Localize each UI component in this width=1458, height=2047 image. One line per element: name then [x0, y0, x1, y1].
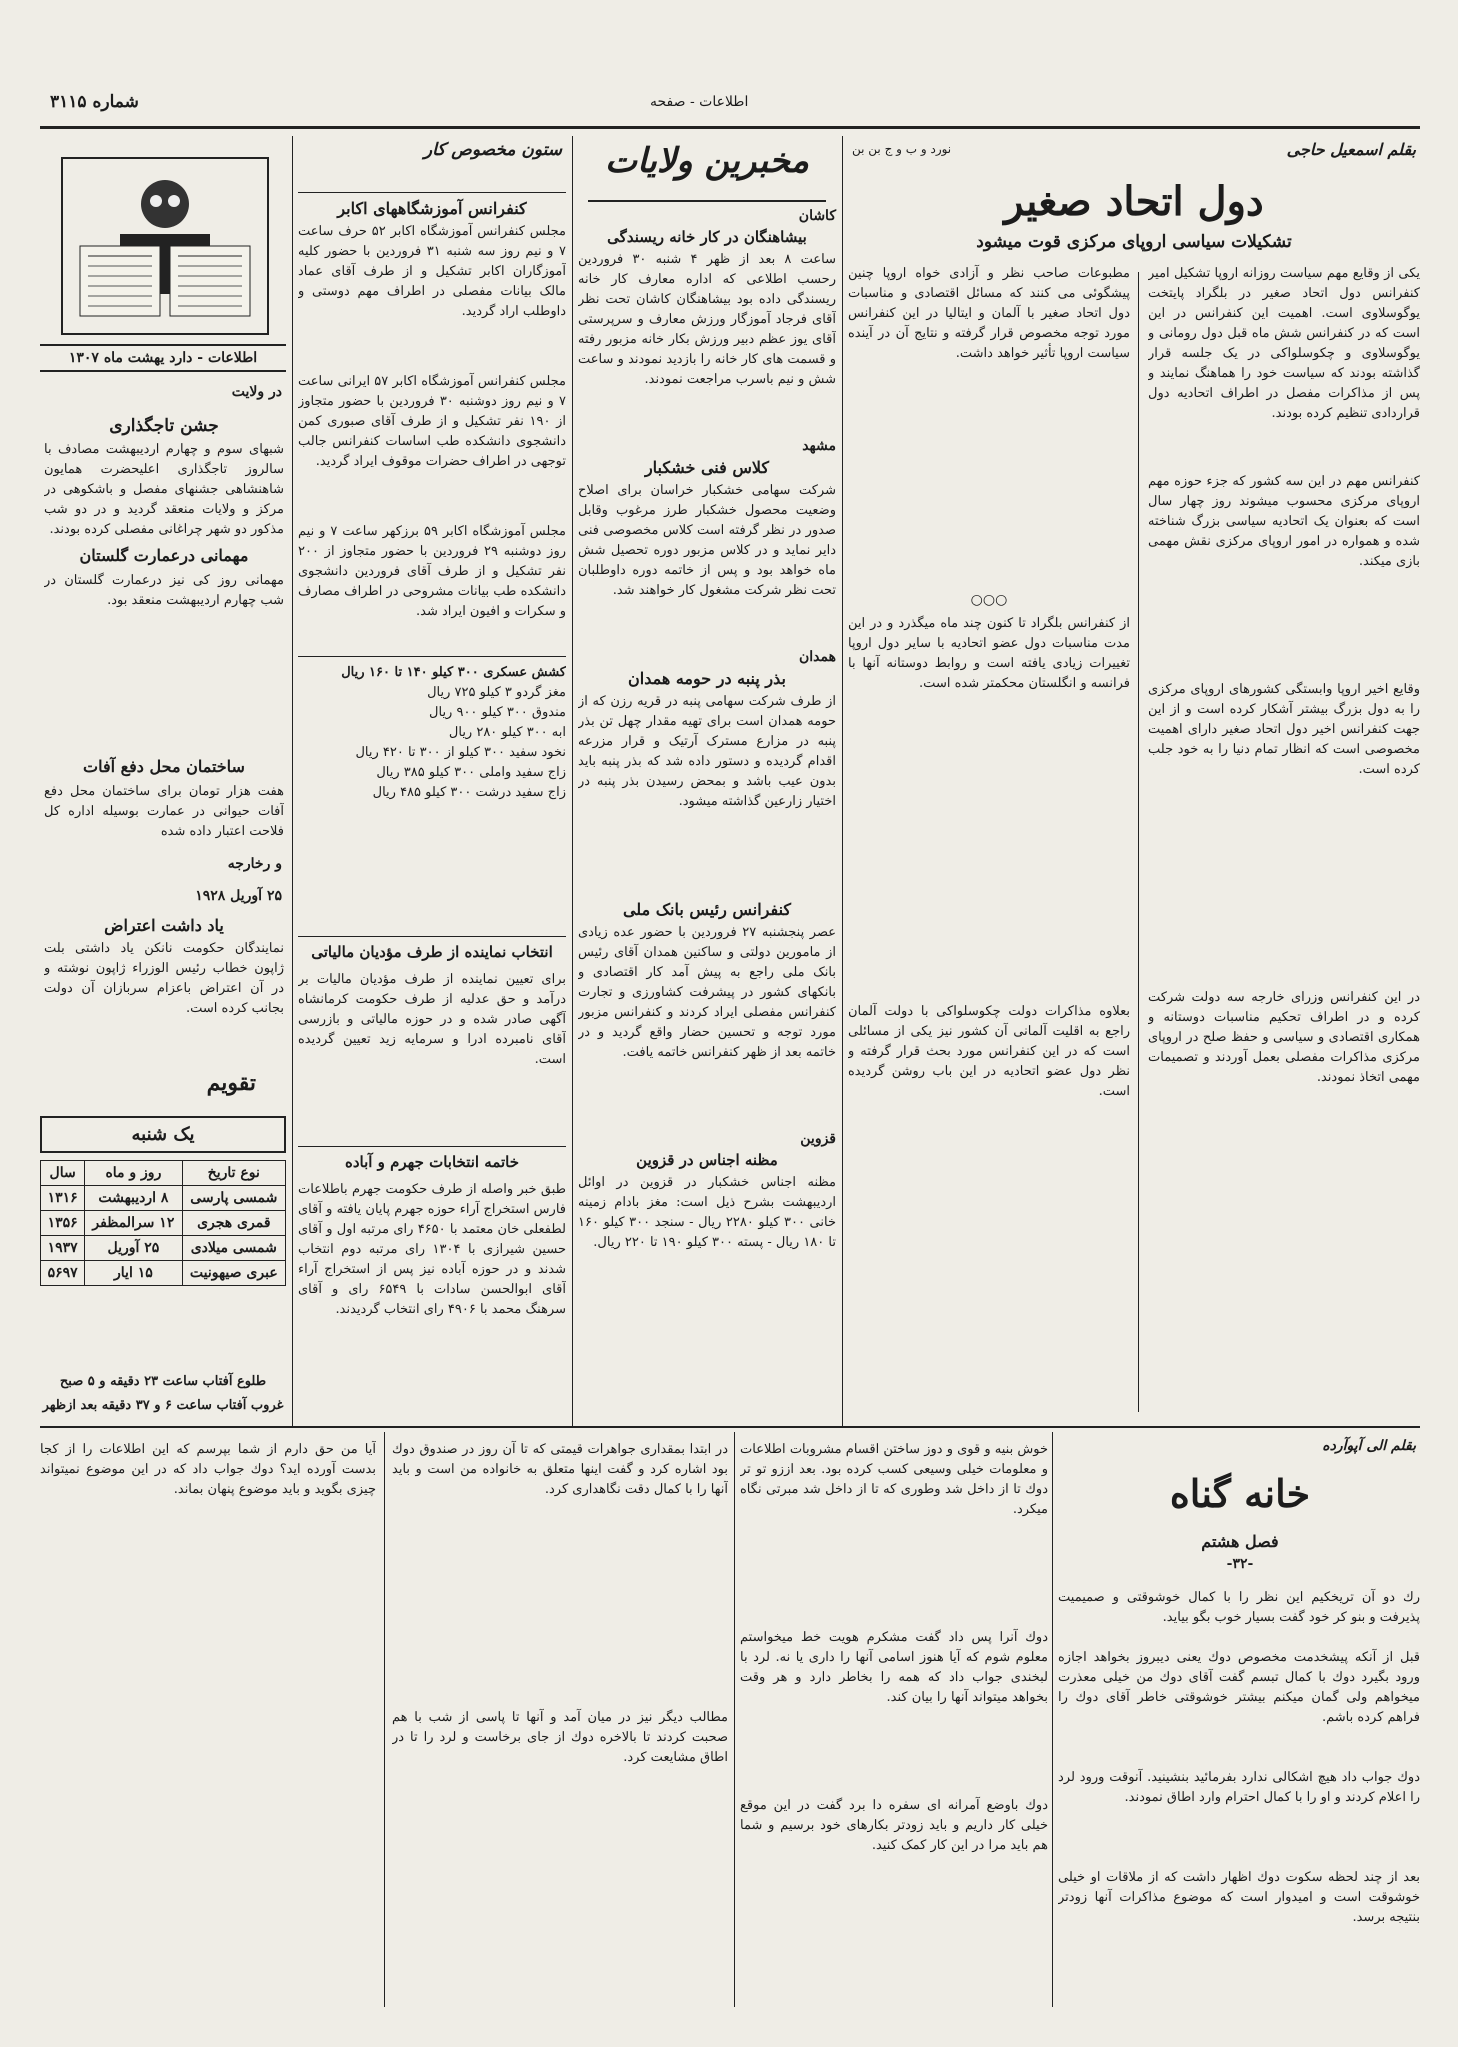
table-row — [41, 1211, 286, 1236]
sunrise: طلوع آفتاب ساعت ۲۳ دقیقه و ۵ صبح — [59, 1374, 267, 1389]
table-cell: قمری هجری — [182, 1211, 285, 1236]
fold-rule — [40, 1426, 1420, 1428]
provinces-title: مخبرین ولایات — [605, 141, 809, 181]
province-name: کاشان — [798, 208, 836, 224]
article-paragraph: در این کنفرانس وزرای خارجه سه دولت شرکت کرده و در اطراف تحکیم مناسبات دوستانه و همکاری اقتصادی و سیاسی و حفظ صلح در اروپای مرکزی مذاکرات مفصلی بعمل آوردند و تصمیمات مهمی اتخاذ نمودند. — [1148, 990, 1420, 1085]
article-paragraph: مطبوعات صاحب نظر و آزادی خواه اروپا چنین پیشگوئی می کنند که مسائل اقتصادی و مناسبات دول اتحاد صغیر با آلمان و ایتالیا در این کنفرانس مورد توجه مخصوص قرار گرفته و نتایج آن در آینده سیاست اروپا تأثیر خواهد داشت. — [848, 266, 1130, 361]
article-paragraph: مجلس کنفرانس آموزشگاه اکابر ۵۷ ایرانی ساعت ۷ و نیم روز دوشنبه ۳۰ فروردین با حضور متجاوز از ۱۹۰ نفر تشکیل و از طرف آقای صبوری کمن دانشجوی دانشکده طب اساسات کنفرانس جالب توجهی در اطراف حضرات موقوف ایراد گردید. — [298, 374, 566, 469]
serial-paragraph: بعد از چند لحظه سکوت دوك اظهار داشت که از ملاقات او خیلی خوشوقت است و امیدوار است که موضوع مذاکرات آنها زودتر بنتیجه برسد. — [1058, 1870, 1420, 1925]
serial-paragraph: در ابتدا بمقداری جواهرات قیمتی که تا آن روز در صندوق دوك بود اشاره کرد و گفت اینها متعلق به خانواده من است و باید آنها را با کمال دقت نگاهداری کرد. — [392, 1442, 728, 1497]
article-subtitle: تشکیلات سیاسی اروپای مرکزی قوت میشود — [976, 232, 1292, 252]
news-title: مهمانی درعمارت گلستان — [79, 546, 249, 565]
article-paragraph: بعلاوه مذاکرات دولت چکوسلواکی با دولت آلمان راجع به اقلیت آلمانی آن کشور نیز یکی از مسائلی است که در این کنفرانس مورد بحث قرار گرفته و نظر دول عضو اتحادیه در این باب روشن گردیده است. — [848, 1004, 1130, 1099]
table-cell: ۱۲ سرالمظفر — [85, 1211, 182, 1236]
page-header-center: اطلاعات - صفحه — [650, 94, 749, 110]
column-note: ستون مخصوص کار — [423, 140, 562, 160]
calendar-title: تقویم — [206, 1070, 256, 1096]
table-header: سال — [41, 1161, 85, 1186]
conferences-column — [298, 136, 566, 1421]
article-paragraph: برای تعیین نماینده از طرف مؤدیان مالیات بر درآمد و حق عدلیه از طرف حکومت کرمانشاه آگهی صادر شده و در حوزه مالیاتی و بازرسی آقای نامبرده ادرا و سرمایه زید تعیین گردیده است. — [298, 972, 566, 1067]
price-item: مغز گردو ۳ کیلو ۷۲۵ ریال — [427, 685, 566, 700]
sunset: غروب آفتاب ساعت ۶ و ۳۷ دقیقه بعد ازظهر — [42, 1398, 284, 1413]
article-paragraph: یکی از وقایع مهم سیاست روزانه اروپا تشکیل امیر کنفرانس دول اتحاد صغیر در بلگراد پایتخت یوگوسلاوی است. اهمیت این کنفرانس در این است که در کنفرانس شش ماه قبل دول رومانی و یوگوسلاوی و چکوسلواکی در یک جلسه قرار گذاشته بودند که سیاست خود را هماهنگ نمایند و پس از مذاکرات مفصل در اطراف اتحادیه دول قراردادی تنظیم کرده بودند. — [1148, 266, 1420, 421]
table-cell: ۱۵ ایار — [85, 1261, 182, 1286]
newspaper-reader-illustration — [60, 156, 270, 336]
domestic-news — [44, 412, 284, 842]
price-item: نخود سفید ۳۰۰ کیلو از ۳۰۰ تا ۴۲۰ ریال — [355, 745, 566, 760]
article-paragraph: عصر پنجشنبه ۲۷ فروردین با حضور عده زیادی از مامورین دولتی و ساکنین همدان آقای رئیس بانک ملی راجع به پیش آمد کار اقتصادی و بانکهای کشور در پیشرفت کشاورزی و تجارت کنفرانس مفصلی ایراد کردند و کنفرانس مزبور مورد توجه و تحسین حضار واقع گردید و در خاتمه بعد از ظهر کنفرانس خاتمه یافت. — [578, 925, 836, 1060]
serial-story — [40, 1432, 1420, 2007]
table-cell: ۱۳۱۶ — [41, 1186, 85, 1211]
left-sidebar — [40, 136, 286, 1421]
sidebar-brand: اطلاعات - دارد یهشت ماه ۱۳۰۷ — [40, 344, 286, 372]
article-paragraph: کنفرانس مهم در این سه کشور که جزء حوزه مهم اروپای مرکزی محسوب میشوند روز چهار سال است که بعنوان یک اتحادیه سیاسی بزرگ شناخته شده و همواره در امور اروپای مرکزی نقش مهمی بازی میکند. — [1148, 474, 1420, 569]
price-item: ابه ۳۰۰ کیلو ۲۸۰ ریال — [448, 725, 566, 740]
serial-number: -۳۲- — [1226, 1556, 1254, 1572]
price-list — [298, 656, 566, 803]
table-row — [41, 1261, 286, 1286]
article-pretitle: نورد و ب و ج بن بن — [852, 142, 952, 156]
serial-paragraph: مطالب دیگر نیز در میان آمد و آنها تا پاسی از شب با هم صحبت کردند تا بالاخره دوك از جای برخاست و لرد را تا در اطاق مشایعت کرد. — [392, 1710, 728, 1765]
provinces-column — [578, 136, 836, 1421]
news-title: ساختمان محل دفع آفات — [83, 757, 245, 776]
province-name: همدان — [799, 649, 836, 665]
price-item: زاج سفید درشت ۳۰۰ کیلو ۴۸۵ ریال — [372, 785, 566, 800]
table-cell: ۸ اردیبهشت — [85, 1186, 182, 1211]
article-headline: دول اتحاد صغیر — [1004, 178, 1264, 225]
table-cell: ۱۹۳۷ — [41, 1236, 85, 1261]
article-paragraph: وقایع اخیر اروپا وابستگی کشورهای اروپای مرکزی را به دول بزرگ بیشتر آشکار کرده است و از این جهت کنفرانس اخیر دول اتحاد صغیر دارای اهمیت مخصوصی است که انظار تمام دنیا را به خود جلب کرده است. — [1148, 682, 1420, 777]
news-body: مهمانی روز کی نیز درعمارت گلستان در شب چهارم اردیبهشت منعقد بود. — [44, 573, 284, 608]
table-cell: شمسی پارسی — [182, 1186, 285, 1211]
article-paragraph: ساعت ۸ بعد از ظهر ۴ شنبه ۳۰ فروردین رحسب اطلاعی که اداره معارف کار خانه ریسندگی داده بود بیشاهنگان کاشان تحت نظر آقای فرجاد آموزگار ورزش معارف و سرپرستی آقای یوز عظم دبیر ورزش بکار خانه مزبور رفته و قسمت های کار خانه را بازدید نمودند و ساعت شش و نیم باسرب مراجعت نمودند. — [578, 252, 836, 387]
article-paragraph: طبق خبر واصله از طرف حکومت جهرم باطلاعات فارس استخراج آراء حوزه جهرم پایان یافته و آقای لطفعلی خان معتمد با ۴۶۵۰ رای مرتبه اول و آقای حسین شیرازی با ۱۳۰۴ رای مرتبه دوم انتخاب شدند و در حوزه آباده نیز پس از استخراج آراء آقای ابوالحسن سادات با ۶۵۴۹ رای و آقای سرهنگ محمد با ۴۹۰۶ رای انتخاب گردیدند. — [298, 1182, 566, 1317]
foreign-news — [44, 912, 284, 1019]
article-title: کنفرانس رئیس بانک ملی — [622, 900, 792, 919]
article-title: انتخاب نماینده از طرف مؤدیان مالیاتی — [298, 936, 566, 961]
article-title: کنفرانس آموزشگاههای اکابر — [298, 192, 566, 218]
table-header: روز و ماه — [85, 1161, 182, 1186]
calendar-table — [40, 1160, 286, 1286]
price-title: کشش عسکری ۳۰۰ کیلو ۱۴۰ تا ۱۶۰ ریال — [341, 665, 566, 680]
news-title: یاد داشت اعتراض — [104, 916, 224, 935]
price-item: زاج سفید واملی ۳۰۰ کیلو ۳۸۵ ریال — [376, 765, 566, 780]
table-row — [41, 1186, 286, 1211]
calendar-table-wrap — [40, 1160, 286, 1286]
serial-paragraph: دوك آنرا پس داد گفت مشکرم هویت خط میخواستم معلوم شوم که آیا هنوز اسامی آنها را داری یا نه. لرد با لبخندی جواب داد که همه را بخاطر دارد و هر وقت بخواهد میتواند آنها را بیان کند. — [740, 1630, 1048, 1705]
article-paragraph: مظنه اجناس خشکبار در قزوین در اوائل اردیبهشت بشرح ذیل است: مغز بادام زمینه خانی ۳۰۰ کیلو ۲۲۸۰ ریال - سنجد ۳۰۰ کیلو ۱۶۰ تا ۱۸۰ ریال - پسته ۳۰۰ کیلو ۱۹۰ تا ۲۲۰ ریال. — [578, 1175, 836, 1250]
article-title: بیشاهنگان در کار خانه ریسندگی — [607, 228, 807, 246]
serial-paragraph: دوك جواب داد هیچ اشکالی ندارد بفرمائید بنشینید. آنوقت ورود لرد را اعلام کردند و او را با کمال احترام وارد اطاق نمودند. — [1058, 1770, 1420, 1805]
main-article — [848, 136, 1420, 1421]
foreign-date: ۲۵ آوریل ۱۹۲۸ — [195, 888, 282, 904]
serial-paragraph: رك دو آن تریخکیم این نظر را با کمال خوشوقتی و صمیمیت پذیرفت و بنو کر خود گفت بسیار خوب بگو بیاید. — [1058, 1590, 1420, 1625]
table-row — [41, 1236, 286, 1261]
table-header: نوع تاریخ — [182, 1161, 285, 1186]
article-paragraph: از کنفرانس بلگراد تا کنون چند ماه میگذرد و در این مدت مناسبات دول عضو اتحادیه با سایر دول اروپا تغییرات زیادی یافته است و روابط دوستانه آنها با فرانسه و انگلستان محکمتر شده است. — [848, 616, 1130, 691]
news-body: نمایندگان حکومت نانکن یاد داشتی بلت ژاپون خطاب رئیس الوزراء ژاپون نوشته و در آن اعتراض باعزام سربازان آن دولت بجانب کرده است. — [44, 941, 284, 1016]
table-cell: ۲۵ آوریل — [85, 1236, 182, 1261]
table-cell: ۱۳۵۶ — [41, 1211, 85, 1236]
table-cell: شمسی میلادی — [182, 1236, 285, 1261]
news-title: جشن تاجگذاری — [109, 416, 219, 436]
article-paragraph: شرکت سهامی خشکبار خراسان برای اصلاح وضعیت محصول خشکبار طرز مرغوب وقابل صدور در نظر گرفته است کلاس مخصوصی فنی دایر نماید و در کلاس مزبور دوره تحصیل شش ماه خواهد بود و پس از خاتمه دوره داوطلبان تحت نظر شرکت مشغول کار خواهند شد. — [578, 483, 836, 598]
masthead-rule — [40, 126, 1420, 129]
table-cell: عبری صیهونیت — [182, 1261, 285, 1286]
serial-paragraph: خوش بنیه و قوی و دوز ساختن اقسام مشروبات اطلاعات و معلومات خیلی وسیعی کسب کرده بود. بعد اززو تو تر دوك تا از داخل شد وطوری که تا از داخل شد مبرتی نگاه میکرد. — [740, 1442, 1048, 1517]
province-name: قزوین — [800, 1131, 836, 1147]
article-paragraph: از طرف شرکت سهامی پنبه در قریه رزن که از حومه همدان است برای تهیه مقدار چهل تن بذر پنبه در مزارع مسترک آرتیک و قرار مزرعه اقدام گردیده و دستور داده شد که بذر پنبه باید بدون عیب باشد و بمحض رسیدن بذر پنبه در اختیار زارعین گذاشته میشود. — [578, 694, 836, 809]
article-author: بقلم اسمعیل حاجی — [1286, 140, 1416, 159]
serial-author: بقلم الی آپوآرده — [1322, 1438, 1416, 1454]
section-label-domestic: در ولایت — [231, 384, 282, 400]
serial-paragraph: قبل از آنکه پیشخدمت مخصوص دوك یعنی دیبروز بخواهد اجازه ورود بگیرد دوك با کمال تبسم گفت آقای دوك من خیلی معذرت میخواهم ولی گمان میکنم بیشتر خوشوقتی خاطر آقای دوك را فراهم کرده باشم. — [1058, 1650, 1420, 1725]
calendar-day: یک شنبه — [40, 1116, 286, 1153]
article-paragraph: مجلس کنفرانس آموزشگاه اکابر ۵۲ حرف ساعت ۷ و نیم روز سه شنبه ۳۱ فروردین با حضور کلیه آموزگاران اکابر تشکیل و از طرف آقای عماد مالک بیانات مفصلی در اطراف مهم دوستی و داوطلب اراد گردید. — [298, 224, 566, 319]
news-body: شبهای سوم و چهارم اردیبهشت مصادف با سالروز تاجگذاری اعلیحضرت همایون شاهنشاهی جشنهای مفصل و باشکوهی در مرکز و ولایات منعقد گردید و در دو شب مذکور دو شهر چراغانی مفصلی کرده بودند. — [44, 442, 284, 537]
table-cell: ۵۶۹۷ — [41, 1261, 85, 1286]
article-title: مظنه اجناس در قزوین — [636, 1151, 778, 1169]
issue-number: شماره ۳۱۱۵ — [50, 92, 139, 112]
serial-title: خانه گناه — [1169, 1471, 1311, 1516]
section-label-foreign: و رخارجه — [227, 856, 282, 872]
article-paragraph: مجلس آموزشگاه اکابر ۵۹ برزکهر ساعت ۷ و نیم روز دوشنبه ۲۹ فروردین با حضور متجاوز از ۲۰۰ نفر تشکیل و از طرف آقای فروردین دانشجوی دانشکده طب بیانات مشروحی در اطراف مصارف و سکرات و افیون ایراد شد. — [298, 524, 566, 619]
article-title: کلاس فنی خشکبار — [644, 458, 770, 477]
section-divider: ○○○ — [970, 592, 1008, 608]
article-title: خاتمه انتخابات جهرم و آباده — [298, 1146, 566, 1171]
province-name: مشهد — [802, 438, 836, 454]
price-item: مندوق ۳۰۰ کیلو ۹۰۰ ریال — [429, 705, 566, 720]
serial-paragraph: آیا من حق دارم از شما بپرسم که این اطلاعات را از کجا بدست آورده اید؟ دوك جواب داد که در این موضوع نمیتواند چیزی بگوید و باید موضوع پنهان بماند. — [40, 1442, 376, 1497]
serial-paragraph: دوك باوضع آمرانه ای سفره دا برد گفت در این موقع خیلی کار داریم و باید زودتر بکارهای خود برسیم و شما هم باید مرا در این کار کمک کنید. — [740, 1798, 1048, 1853]
serial-chapter: فصل هشتم — [1201, 1532, 1279, 1551]
news-body: هفت هزار تومان برای ساختمان محل دفع آفات حیوانی در عمارت بوسیله اداره کل فلاحت اعتبار داده شده — [44, 784, 284, 839]
article-title: بذر پنبه در حومه همدان — [628, 669, 786, 688]
